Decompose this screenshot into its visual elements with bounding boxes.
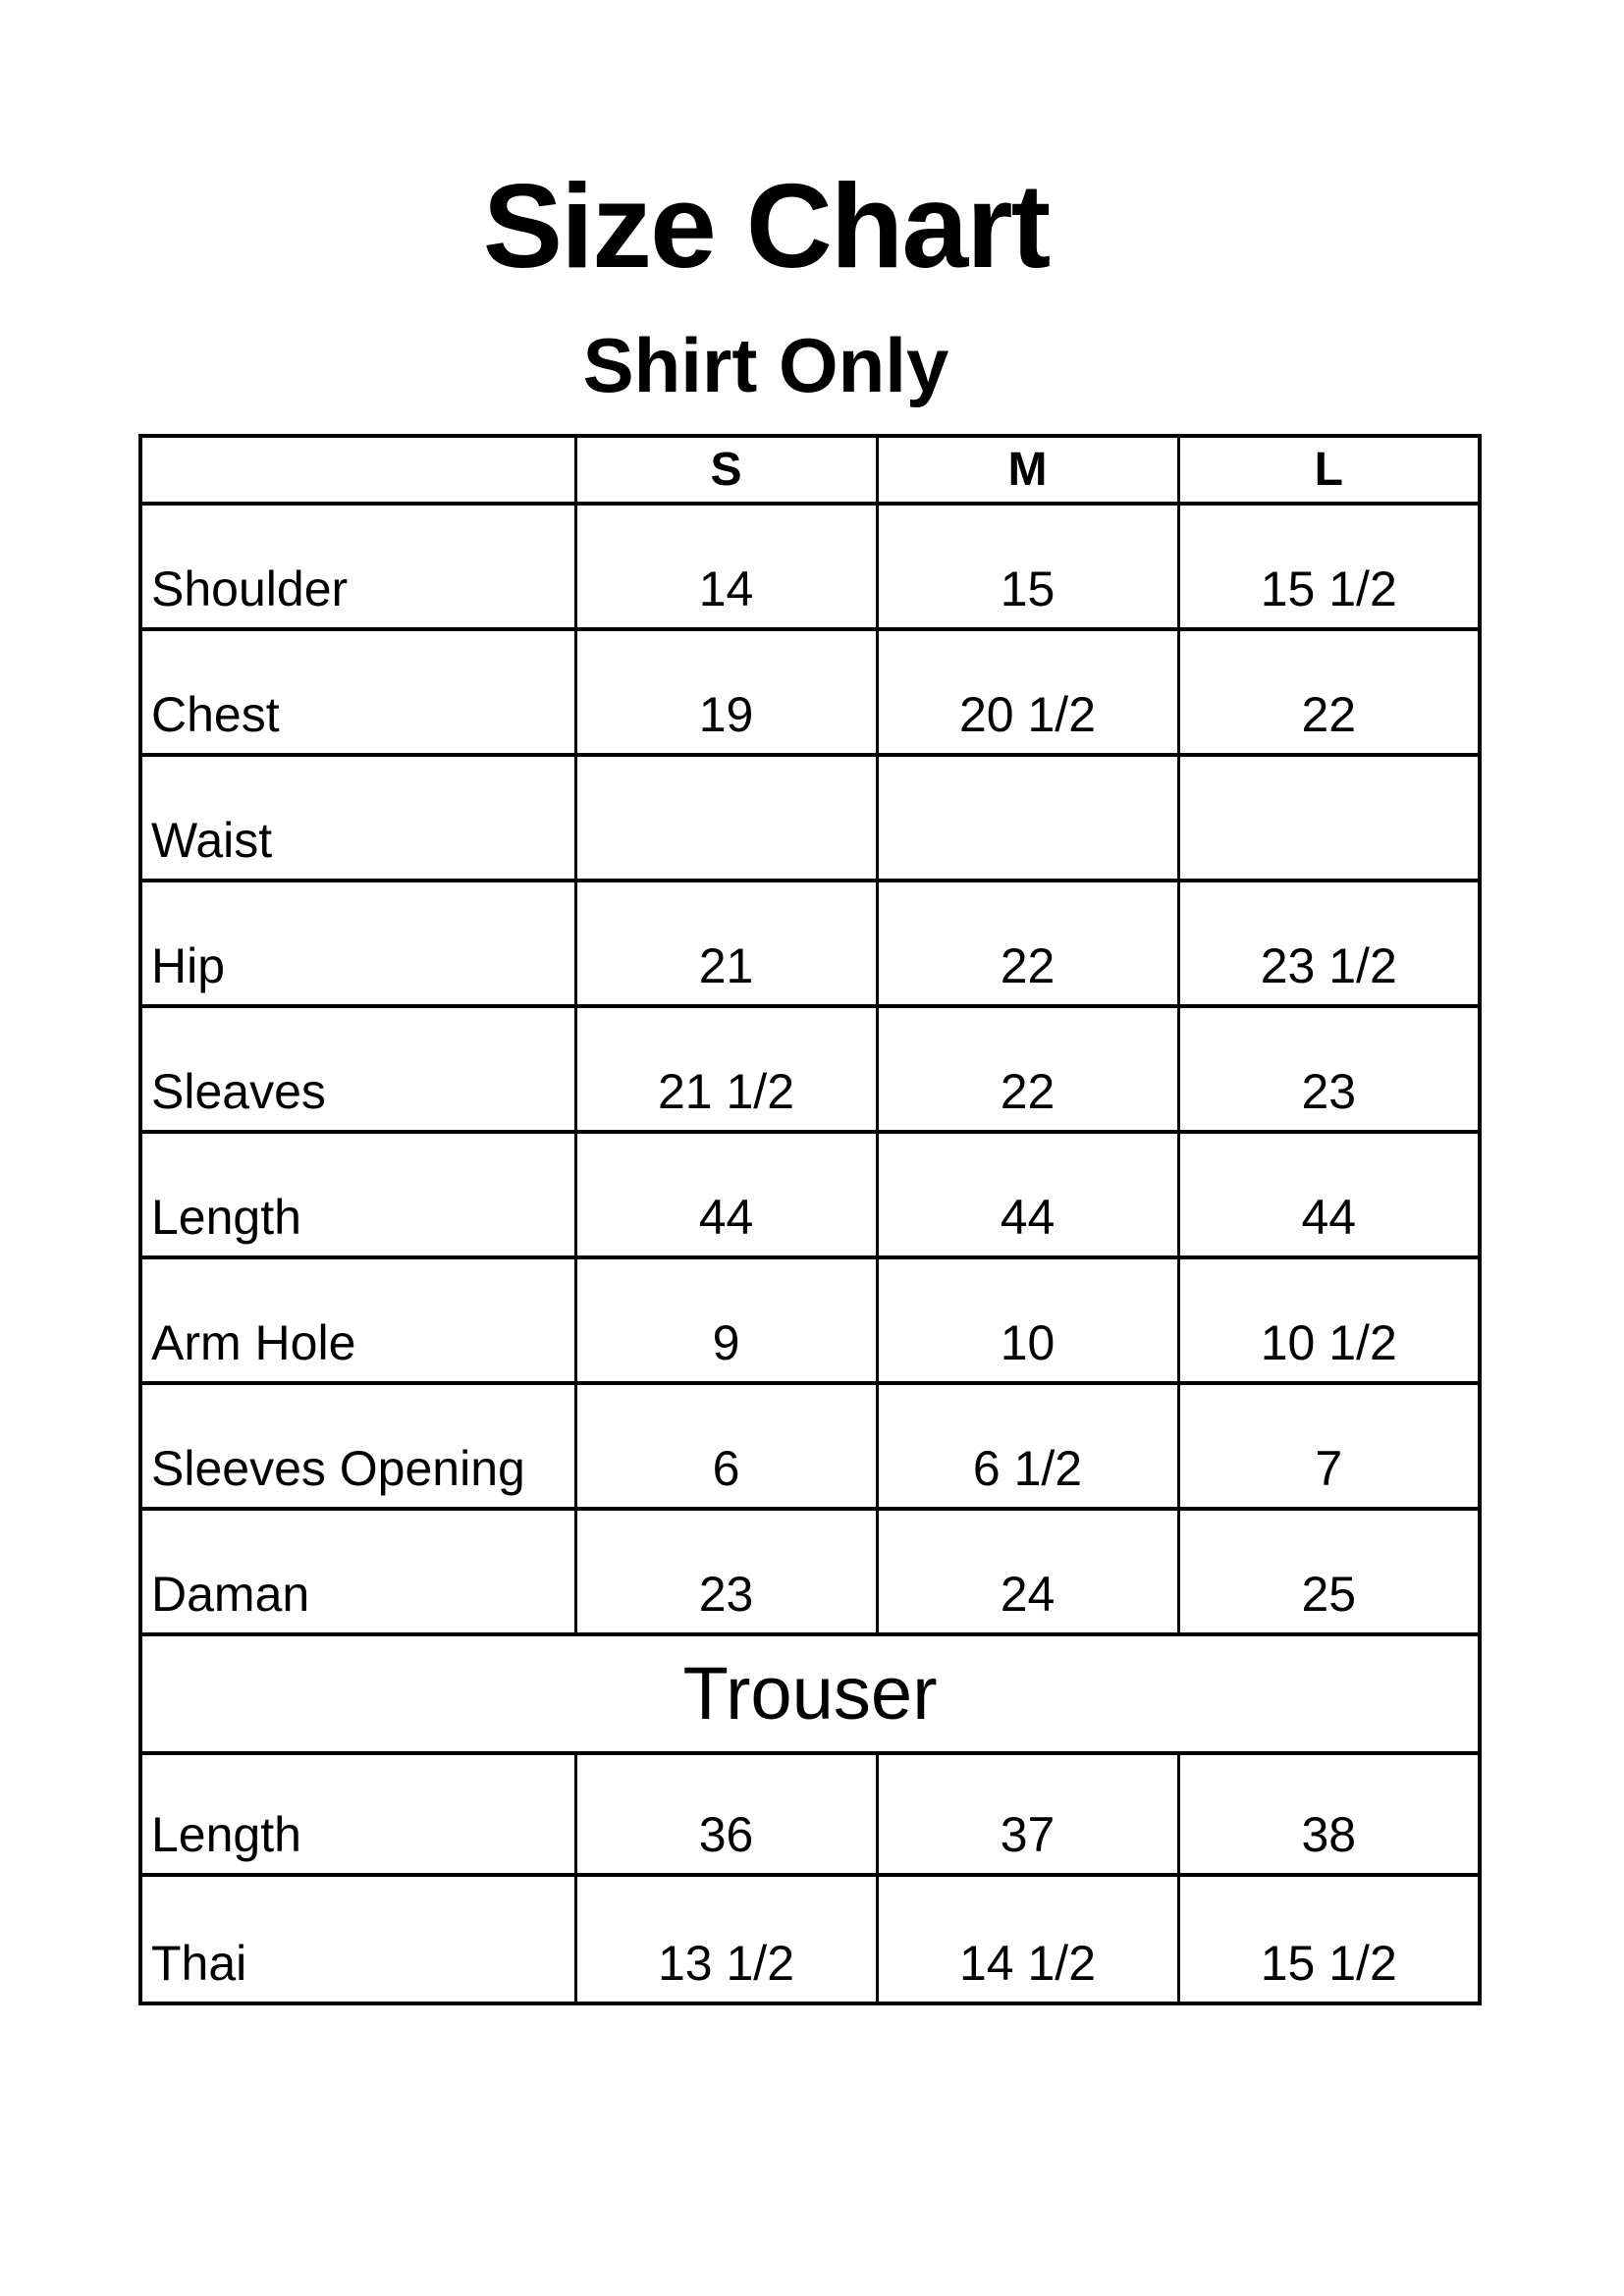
row-label: Chest — [140, 629, 575, 755]
size-column-header-m: M — [877, 436, 1178, 504]
row-label: Sleaves — [140, 1006, 575, 1132]
page-subtitle: Shirt Only — [582, 322, 949, 409]
cell-value: 23 1/2 — [1178, 881, 1480, 1006]
row-label: Shoulder — [140, 504, 575, 629]
cell-value: 22 — [877, 1006, 1178, 1132]
cell-value: 15 — [877, 504, 1178, 629]
cell-value: 9 — [575, 1257, 877, 1383]
empty-header-cell — [140, 436, 575, 504]
cell-value: 44 — [877, 1132, 1178, 1257]
size-column-header-l: L — [1178, 436, 1480, 504]
row-label: Hip — [140, 881, 575, 1006]
row-label: Waist — [140, 755, 575, 881]
row-label: Arm Hole — [140, 1257, 575, 1383]
cell-value: 14 — [575, 504, 877, 629]
table-row — [140, 1753, 1480, 1875]
cell-value: 10 1/2 — [1178, 1257, 1480, 1383]
cell-value: 36 — [575, 1753, 877, 1875]
cell-value: 10 — [877, 1257, 1178, 1383]
table-row — [140, 1383, 1480, 1509]
cell-value: 19 — [575, 629, 877, 755]
row-label: Thai — [140, 1875, 575, 2003]
size-column-header-s: S — [575, 436, 877, 504]
size-chart-table — [138, 434, 1482, 2005]
cell-value: 23 — [1178, 1006, 1480, 1132]
cell-value: 6 1/2 — [877, 1383, 1178, 1509]
cell-value: 14 1/2 — [877, 1875, 1178, 2003]
table-row — [140, 504, 1480, 629]
cell-value — [1178, 755, 1480, 881]
cell-value: 22 — [877, 881, 1178, 1006]
cell-value: 25 — [1178, 1509, 1480, 1634]
table-row — [140, 1257, 1480, 1383]
trouser-section-row — [140, 1634, 1480, 1753]
cell-value: 6 — [575, 1383, 877, 1509]
table-row — [140, 1132, 1480, 1257]
cell-value: 38 — [1178, 1753, 1480, 1875]
table-row — [140, 1875, 1480, 2003]
trouser-section-header: Trouser — [140, 1634, 1480, 1753]
cell-value: 20 1/2 — [877, 629, 1178, 755]
cell-value — [575, 755, 877, 881]
table-row — [140, 881, 1480, 1006]
page-title: Size Chart — [482, 159, 1050, 293]
cell-value: 22 — [1178, 629, 1480, 755]
row-label: Sleeves Opening — [140, 1383, 575, 1509]
cell-value: 7 — [1178, 1383, 1480, 1509]
cell-value: 21 1/2 — [575, 1006, 877, 1132]
page-heading — [0, 0, 1578, 408]
cell-value: 13 1/2 — [575, 1875, 877, 2003]
table-row — [140, 755, 1480, 881]
table-row — [140, 1509, 1480, 1634]
cell-value: 44 — [1178, 1132, 1480, 1257]
cell-value: 15 1/2 — [1178, 504, 1480, 629]
cell-value: 15 1/2 — [1178, 1875, 1480, 2003]
table-row — [140, 1006, 1480, 1132]
cell-value: 21 — [575, 881, 877, 1006]
row-label: Length — [140, 1132, 575, 1257]
cell-value: 44 — [575, 1132, 877, 1257]
row-label: Length — [140, 1753, 575, 1875]
cell-value: 24 — [877, 1509, 1178, 1634]
cell-value: 37 — [877, 1753, 1178, 1875]
cell-value — [877, 755, 1178, 881]
size-header-row — [140, 436, 1480, 504]
cell-value: 23 — [575, 1509, 877, 1634]
row-label: Daman — [140, 1509, 575, 1634]
table-row — [140, 629, 1480, 755]
